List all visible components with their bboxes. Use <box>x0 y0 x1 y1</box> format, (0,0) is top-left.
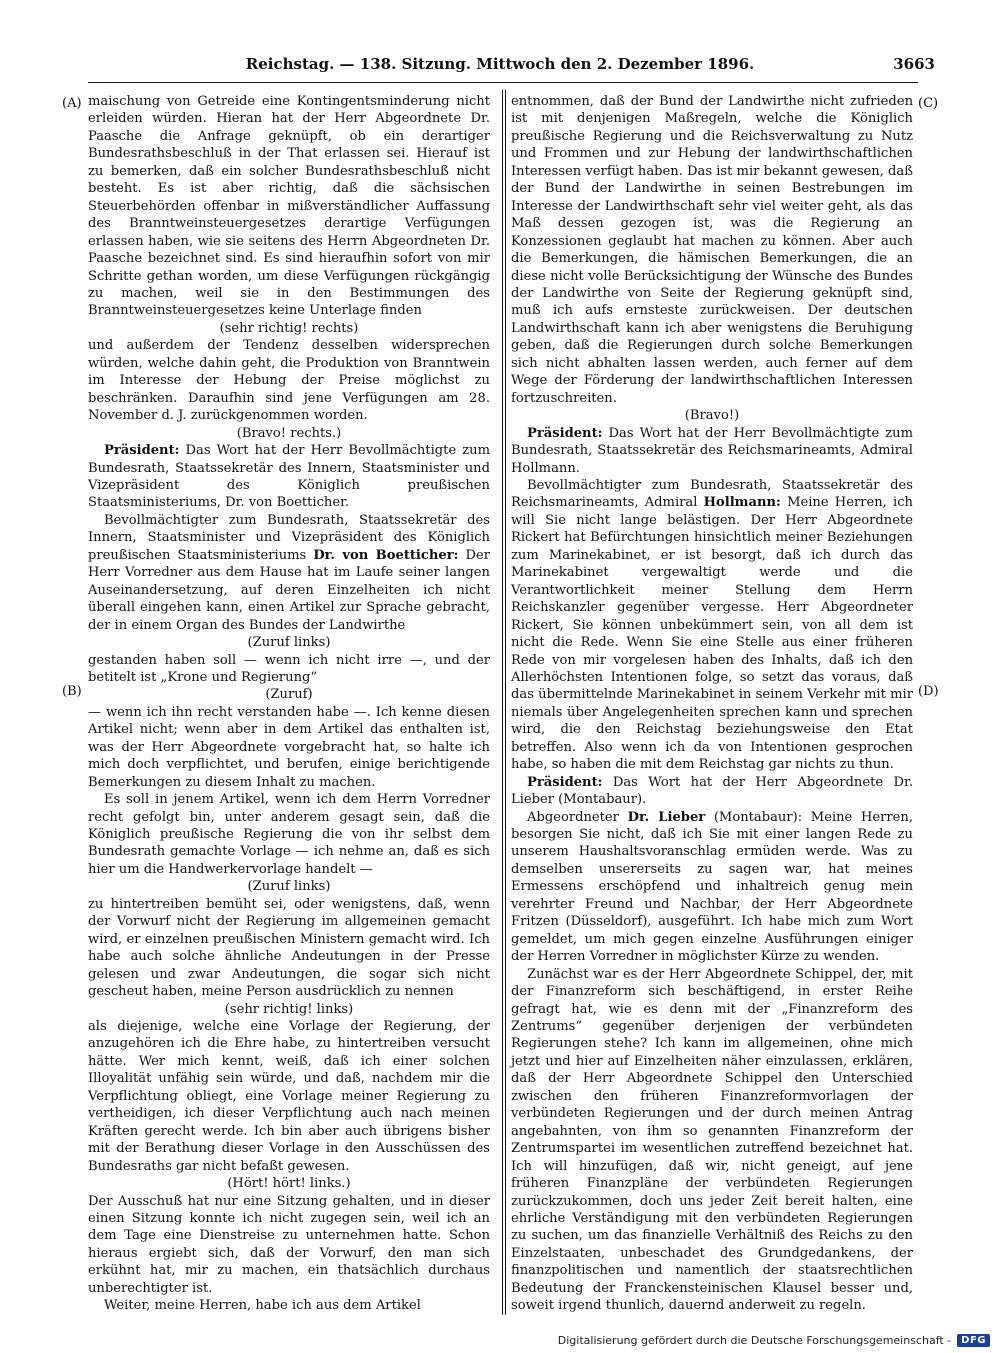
paragraph: Der Ausschuß hat nur eine Sitzung gehalten, und in dieser einen Sitzung konnte ich nicht zugegen sein, weil ich an dem Tage eine Dienstreise zu unternehmen hatte. Schon hieraus ergiebt sich, daß der Vorwurf, den man sich erkühnt hat, mir zu machen, ein thatsächlich durchaus unberechtigter ist. <box>88 1193 490 1296</box>
paragraph: — wenn ich ihn recht verstanden habe —. Ich kenne diesen Artikel nicht; wenn aber in dem Artikel das enthalten ist, was der Herr Abgeordnete vorgebracht hat, so halte ich mich doch verpflichtet, und berufen, einige berichtigende Bemerkungen zu diesem Inhalt zu machen. <box>88 704 490 790</box>
speaker-name: Hollmann: <box>703 495 781 511</box>
speech-text: (Montabaur): Meine Herren, besorgen Sie nicht, daß ich Sie mit einer langen Rede zu unserem Haushaltsvoranschlag ermüden werde. Was zu demselben unsererseits zu sagen war, hat meines Ermessens erschöpfend und inhaltreich genug mein verehrter Freund und Nachbar, der Herr Abgeordnete Fritzen (Düsseldorf), ausgeführt. Ich habe mich zum Wort gemeldet, um mich gegen einzelne Ausführungen einiger der Herren Vorredner in möglichster Kürze zu wenden. <box>511 809 913 965</box>
speech-text: Das Wort hat der Herr Bevollmächtigte zum Bundesrath, Staatssekretär des Reichsmarineamts, Admiral Hollmann. <box>511 425 913 476</box>
right-column <box>511 93 913 1315</box>
interjection: (sehr richtig! rechts) <box>219 320 359 336</box>
dfg-logo: DFG <box>957 1334 990 1347</box>
paragraph: Zunächst war es der Herr Abgeordnete Schippel, der, mit der Finanzreform sich beschäftigend, in erster Reihe gefragt hat, wie es denn mit der „Finanzreform des Zentrums“ gegenüber derjenigen der verbündeten Regierungen stehe? Ich kann im allgemeinen, ohne mich jetzt und hier auf Einzelheiten näher einzulassen, erklären, daß der Herr Abgeordnete Schippel den Unterschied zwischen den früheren Finanzreformvorlagen der verbündeten Regierungen und der durch meinen Antrag angebahnten, von ihm so genannten Finanzreform der Zentrumspartei im wesentlichen zutreffend bezeichnet hat. Ich will hinzufügen, daß wir, nicht geneigt, auf jene früheren Finanzpläne der verbündeten Regierungen zurückzukommen, doch uns jeder Zeit bereit halten, eine ehrliche Verständigung mit den verbündeten Regierungen zu suchen, um das finanzielle Verhältniß des Reichs zu den Einzelstaaten, unbeschadet des Grundgedankens, der finanzpolitischen und namentlich der staatsrechtlichen Bedeutung der Franckensteinischen Klausel besser und, soweit irgend thunlich, dauernd anderweit zu regeln. <box>511 966 913 1314</box>
speech-text: Der Herr Vorredner aus dem Hause hat im Laufe seiner langen Auseinandersetzung, auf deren Einzelheiten ich nicht überall eingehen kann, einen Artikel zur Sprache gebracht, der in einem Organ des Bundes der Landwirthe <box>88 547 491 633</box>
interjection: (Zuruf) <box>265 687 313 703</box>
column-divider-inner <box>505 90 506 1315</box>
paragraph <box>511 425 913 477</box>
paragraph: Es soll in jenem Artikel, wenn ich dem Herrn Vorredner recht gefolgt bin, unter anderem gesagt sein, daß die Königlich preußische Regierung die von ihr selbst dem Bundesrath gemachte Vorlage — ich nehme an, daß es sich hier um die Handwerkervorlage handelt — <box>88 792 490 877</box>
speaker-title: Abgeordneter <box>527 809 628 825</box>
speaker-name: Präsident: <box>104 443 180 459</box>
paragraph: als diejenige, welche eine Vorlage der Regierung, der anzugehören ich die Ehre habe, zu hintertreiben versucht hätte. Wer mich kennt, weiß, daß ich einer solchen Illoyalität unfähig sein würde, und daß, nachdem mir die Verpflichtung obliegt, eine Vorlage meiner Regierung zu vertheidigen, ich dieser Verpflichtung auch nach meinen Kräften gerecht werde. Ich bin aber auch übrigens bisher mit der Berathung dieser Vorlage in den Ausschüssen des Bundesraths gar nicht befaßt gewesen. <box>88 1019 490 1174</box>
page-number: 3663 <box>893 55 935 73</box>
speech-text: Das Wort hat der Herr Bevollmächtigte zum Bundesrath, Staatssekretär des Innern, Staatsminister und Vizepräsident des Königlich preußischen Staatsministeriums, Dr. von Boetticher. <box>88 443 490 511</box>
column-divider <box>502 90 503 1315</box>
paragraph <box>511 477 913 774</box>
left-column <box>88 93 490 1315</box>
speaker-name: Dr. Lieber <box>627 809 706 825</box>
interjection: (Bravo! rechts.) <box>236 425 342 441</box>
speaker-name: Präsident: <box>527 774 603 790</box>
speech-text: Meine Herren, ich will Sie nicht lange belästigen. Der Herr Abgeordnete Rickert hat Befürchtungen hinsichtlich meiner Beziehungen zum Marinekabinet, er ist besorgt, daß ich durch das Marinekabinet vergewaltigt werde und die Verantwortlichkeit meiner Stellung dem Herrn Reichskanzler gegenüber vergesse. Herr Abgeordneter Rickert, Sie können unbekümmert sein, von all dem ist nicht die Rede. Wenn Sie eine Stelle aus einer früheren Rede von mir vorgelesen haben des Inhalts, daß ich den Allerhöchsten Intentionen folge, so setzt das voraus, daß das übermittelnde Marinekabinet in seinem Verkehr mit mir niemals über Angelegenheiten sprechen kann und sprechen wird, die den Reichstag beziehungsweise den Etat betreffen. Also wenn ich da von Intentionen gesprochen habe, so haben die mit dem Reichstag gar nichts zu thun. <box>511 495 913 773</box>
paragraph <box>88 512 490 634</box>
speaker-name: Präsident: <box>527 425 603 441</box>
margin-marker-a: (A) <box>62 96 82 111</box>
margin-marker-b: (B) <box>62 684 82 699</box>
paragraph: Weiter, meine Herren, habe ich aus dem Artikel <box>104 1298 421 1314</box>
paragraph <box>511 809 913 966</box>
interjection: (Zuruf links) <box>247 635 331 651</box>
running-header <box>0 55 1000 77</box>
interjection: (Bravo!) <box>684 408 740 424</box>
speaker-title: Bevollmächtigter zum Bundesrath, Staatssekretär des Reichsmarineamts, Admiral <box>511 477 913 511</box>
speaker-name: Dr. von Boetticher: <box>313 547 459 563</box>
paragraph: und außerdem der Tendenz desselben widersprechen würden, welche dahin geht, die Produktion von Branntwein im Interesse der Hebung der Preise möglichst zu beschränken. Daraufhin sind jene Verfügungen am 28. November d. J. zurückgenommen worden. <box>88 338 490 424</box>
speaker-title: Bevollmächtigter zum Bundesrath, Staatssekretär des Innern, Staatsminister und Vizepräsident des Königlich preußischen Staatsministeriums <box>88 512 490 563</box>
footer-text: Digitalisierung gefördert durch die Deutsche Forschungsgemeinschaft - <box>557 1334 952 1347</box>
paragraph: maischung von Getreide eine Kontingentsminderung nicht erleiden würden. Hieran hat der Herr Abgeordnete Dr. Paasche die Anfrage geknüpft, ob ein derartiger Bundesrathsbeschluß in der That erlassen sei. Hierauf ist zu bemerken, daß ein solcher Bundesrathsbeschluß nicht besteht. Es ist aber richtig, daß die sächsischen Steuerbehörden offenbar in mißverständlicher Auffassung des Branntweinsteuergesetzes derartige Verfügungen erlassen haben, wie sie seitens des Herrn Abgeordneten Dr. Paasche bezeichnet sind. Es sind hieraufhin sofort von mir Schritte gethan worden, um diese Verfügungen rückgängig zu machen, weil sie in den Bestimmungen des Branntweinsteuergesetzes keine Unterlage finden <box>88 94 490 319</box>
speech-text: Das Wort hat der Herr Abgeordnete Dr. Lieber (Montabaur). <box>511 774 913 808</box>
footer <box>558 1334 990 1347</box>
margin-marker-c: (C) <box>918 96 939 111</box>
header-rule <box>88 82 918 83</box>
running-title: Reichstag. — 138. Sitzung. Mittwoch den 2. Dezember 1896. <box>245 55 755 73</box>
paragraph: entnommen, daß der Bund der Landwirthe nicht zufrieden ist mit denjenigen Maßregeln, welche die Königlich preußische Regierung und die Reichsverwaltung zu Nutz und Frommen und zur Hebung der landwirthschaftlichen Interessen verfügt haben. Das ist mir bekannt gewesen, daß der Bund der Landwirthe in seinen Bestrebungen im Interesse der Landwirthschaft sehr viel weiter geht, als das Maß dessen gezogen ist, was die Regierung an Konzessionen geglaubt hat machen zu können. Aber auch die Bemerkungen, die hämischen Bemerkungen, die an diese nicht volle Berücksichtigung der Wünsche des Bundes der Landwirthe von Seite der Regierung geknüpft sind, muß ich aufs ernsteste zurückweisen. Der deutschen Landwirthschaft kann ich aber wenigstens die Beruhigung geben, daß die Regierungen durch solche Bemerkungen sich nicht abhalten lassen werden, auch ferner auf dem Wege der Förderung der landwirthschaftlichen Interessen fortzuschreiten. <box>511 94 913 406</box>
paragraph: zu hintertreiben bemüht sei, oder wenigstens, daß, wenn der Vorwurf nicht der Regierung im allgemeinen gemacht wird, er einzelnen preußischen Ministern gemacht wird. Ich habe auch solche ähnliche Andeutungen in der Presse gelesen und zwar Andeutungen, die sogar sich nicht gescheut haben, meine Person ausdrücklich zu nennen <box>88 896 490 1000</box>
interjection: (Hört! hört! links.) <box>227 1176 351 1192</box>
margin-marker-d: (D) <box>918 684 939 699</box>
paragraph <box>88 442 490 512</box>
interjection: (sehr richtig! links) <box>224 1001 354 1017</box>
paragraph <box>511 774 913 809</box>
paragraph: gestanden haben soll — wenn ich nicht irre —, und der betitelt ist „Krone und Regierung“ <box>88 652 490 685</box>
interjection: (Zuruf links) <box>247 879 331 895</box>
